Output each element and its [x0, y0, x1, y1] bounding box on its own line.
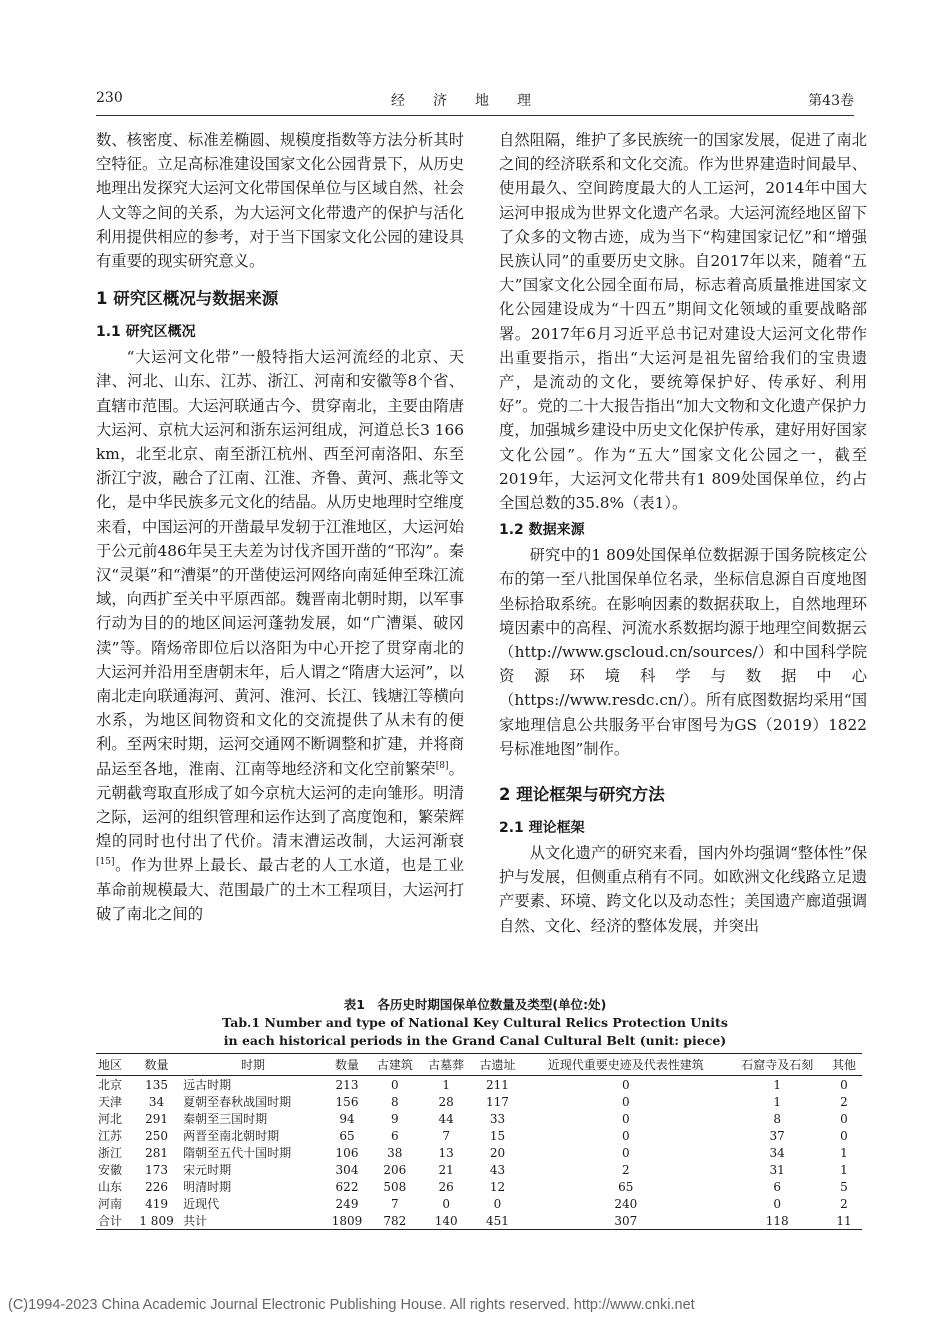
page-number: 230 [96, 90, 123, 106]
cell-period-count: 1809 [325, 1212, 369, 1230]
table-row [96, 1093, 862, 1110]
cell-count: 173 [145, 1162, 168, 1177]
cell-grottoes: 37 [769, 1128, 785, 1143]
cell-period: 近现代 [183, 1197, 220, 1211]
cell-grottoes: 34 [769, 1145, 785, 1160]
cell-other: 2 [840, 1196, 848, 1211]
cell-buildings: 6 [391, 1128, 399, 1143]
cell-grottoes: 1 [773, 1077, 782, 1092]
cell-period-count: 249 [335, 1196, 359, 1211]
cell-sites: 12 [489, 1179, 506, 1194]
header-other: 其他 [826, 1054, 862, 1076]
cell-period: 夏朝至春秋战国时期 [183, 1095, 292, 1109]
cell-other: 0 [840, 1111, 848, 1126]
cell-buildings: 508 [383, 1179, 407, 1194]
header-grottoes: 石窟寺及石刻 [728, 1054, 826, 1076]
citation-15: [15] [96, 857, 115, 868]
cell-period-count: 304 [335, 1162, 359, 1177]
cell-buildings: 782 [369, 1212, 420, 1230]
subsection-1-1-title: 1.1 研究区概况 [96, 324, 196, 341]
subsection-2-1-title: 2.1 理论框架 [499, 820, 585, 837]
cell-tombs: 140 [420, 1212, 471, 1230]
cell-grottoes: 6 [773, 1179, 782, 1194]
cell-tombs: 21 [438, 1162, 454, 1177]
section-1-title: 1 研究区概况与数据来源 [96, 289, 279, 309]
study-area-text-a: “大运河文化带”一般特指大运河流经的北京、天津、河北、山东、江苏、浙江、河南和安徽等8个省、直辖市范围。大运河联通古今、贯穿南北，主要由隋唐大运河、京杭大运河和浙东运河组成，河道总长3 166 km，北至北京、南至浙江杭州、西至河南洛阳、东至浙江宁波，融合了江南、江淮、齐鲁、黄河、燕北等文化，是中华民族多元文化的结晶。从历史地理时空维度来看，中国运河的开凿最早发轫于江淮地区，大运河始于公元前486年吴王夫差为讨伐齐国开凿的“邗沟”。秦汉“灵渠”和“漕渠”的开凿使运河网络向南延伸至珠江流域，向西扩至关中平原西部。魏晋南北朝时期，以军事行动为目的的地区间运河蓬勃发展，如“广漕渠、破冈渎”等。隋炀帝即位后以洛阳为中心开挖了贯穿南北的大运河并沿用至唐朝末年，后人谓之“隋唐大运河”，以南北走向联通海河、黄河、淮河、长江、钱塘江等横向水系，为地区间物资和文化的交流提供了从未有的便利。至两宋时期，运河交通网不断调整和扩建，并将商品运至各地，淮南、江南等地经济和文化空前繁荣 [96, 348, 464, 778]
table-caption-zh: 表1 各历史时期国保单位数量及类型(单位:处) [343, 997, 607, 1012]
header-ancient-buildings: 古建筑 [369, 1054, 420, 1076]
cell-other: 0 [840, 1077, 848, 1092]
cell-period-count: 213 [335, 1077, 359, 1092]
cell-tombs: 0 [442, 1196, 450, 1211]
cell-region: 河北 [98, 1112, 123, 1126]
relics-table [96, 1053, 862, 1230]
cell-period: 宋元时期 [183, 1163, 232, 1177]
header-modern-sites: 近现代重要史迹及代表性建筑 [523, 1054, 728, 1076]
cell-other: 11 [826, 1212, 862, 1230]
cell-sites: 43 [489, 1162, 506, 1177]
cell-period: 共计 [181, 1212, 325, 1230]
cell-sites: 0 [493, 1196, 502, 1211]
cell-grottoes: 0 [773, 1196, 782, 1211]
study-area-paragraph [96, 345, 464, 926]
header-ancient-tombs: 古墓葬 [420, 1054, 471, 1076]
cell-buildings: 38 [387, 1145, 403, 1160]
cell-period: 明清时期 [183, 1180, 232, 1194]
cell-sites: 211 [486, 1077, 509, 1092]
cell-period-count: 65 [339, 1128, 355, 1143]
table-row [96, 1178, 862, 1195]
cell-sites: 15 [489, 1128, 506, 1143]
table-row [96, 1127, 862, 1144]
cell-other: 5 [840, 1179, 848, 1194]
data-source-paragraph: 研究中的1 809处国保单位数据源于国务院核定公布的第一至八批国保单位名录，坐标信息源自百度地图坐标拾取系统。在影响因素的数据获取上，自然地理环境因素中的高程、河流水系数据均源于地理空间数据云（http://www.gscloud.cn/sources/）和中国科学院资源环境科学与数据中心（https://www.resdc.cn/）。所有底图数据均采用“国家地理信息公共服务平台审图号为GS（2019）1822号标准地图”制作。 [499, 546, 867, 758]
cell-modern: 0 [621, 1077, 630, 1092]
left-column [96, 128, 464, 926]
cell-modern: 0 [621, 1128, 630, 1143]
cell-grottoes: 31 [769, 1162, 785, 1177]
cell-sites: 117 [486, 1094, 509, 1109]
cell-other: 2 [840, 1094, 848, 1109]
table-row [96, 1161, 862, 1178]
cell-buildings: 0 [391, 1077, 399, 1092]
cell-tombs: 26 [438, 1179, 454, 1194]
table-total-row [96, 1212, 862, 1230]
table-row [96, 1144, 862, 1161]
cell-modern: 0 [621, 1145, 630, 1160]
header-region: 地区 [96, 1054, 132, 1076]
cell-period: 远古时期 [183, 1078, 232, 1092]
cell-tombs: 28 [438, 1094, 454, 1109]
cell-period-count: 156 [335, 1094, 359, 1109]
cell-other: 1 [840, 1162, 848, 1177]
cell-tombs: 7 [442, 1128, 450, 1143]
cell-count: 34 [148, 1094, 165, 1109]
cell-modern: 240 [614, 1196, 638, 1211]
cell-period: 隋朝至五代十国时期 [183, 1146, 292, 1160]
table-row [96, 1076, 862, 1094]
cell-other: 1 [840, 1145, 848, 1160]
cell-region: 江苏 [98, 1129, 123, 1143]
cell-period-count: 622 [335, 1179, 359, 1194]
citation-8: [8] [435, 760, 449, 771]
cell-region: 河南 [98, 1197, 123, 1211]
cell-count: 281 [145, 1145, 168, 1160]
header-period: 时期 [181, 1054, 325, 1076]
section-2-title: 2 理论框架与研究方法 [499, 785, 665, 805]
cell-region: 浙江 [98, 1146, 123, 1160]
cell-count: 291 [145, 1111, 168, 1126]
copyright-footer: (C)1994-2023 China Academic Journal Electronic Publishing House. All rights reserved. http://www.cnki.net [8, 1297, 695, 1313]
cell-tombs: 44 [438, 1111, 454, 1126]
cell-period-count: 106 [335, 1145, 359, 1160]
study-area-text-b: 。元朝截弯取直形成了如今京杭大运河的走向雏形。明清之际，运河的组织管理和运作达到了高度饱和，繁荣辉煌的同时也付出了代价。清末漕运改制，大运河渐衰 [96, 759, 464, 851]
table-caption-en-line1: Tab.1 Number and type of National Key Cultural Relics Protection Units [222, 1015, 728, 1030]
table-row [96, 1110, 862, 1127]
cell-grottoes: 8 [773, 1111, 782, 1126]
cell-buildings: 7 [391, 1196, 399, 1211]
cell-grottoes: 118 [728, 1212, 826, 1230]
header-ancient-sites: 古遗址 [472, 1054, 523, 1076]
cell-period: 两晋至南北朝时期 [183, 1129, 280, 1143]
cell-tombs: 13 [438, 1145, 454, 1160]
cell-count: 1 809 [132, 1212, 181, 1230]
cell-buildings: 206 [383, 1162, 407, 1177]
cell-region: 山东 [98, 1180, 123, 1194]
cell-buildings: 9 [391, 1111, 399, 1126]
intro-paragraph: 数、核密度、标准差椭圆、规模度指数等方法分析其时空特征。立足高标准建设国家文化公园背景下，从历史地理出发探究大运河文化带国保单位与区域自然、社会人文等之间的关系，为大运河文化带遗产的保护与活化利用提供相应的参考，对于当下国家文化公园的建设具有重要的现实研究意义。 [96, 131, 464, 271]
running-header [96, 90, 854, 112]
cell-sites: 33 [489, 1111, 506, 1126]
cell-sites: 20 [489, 1145, 506, 1160]
cell-other: 0 [840, 1128, 848, 1143]
cell-modern: 65 [618, 1179, 634, 1194]
cell-region: 北京 [98, 1078, 123, 1092]
cell-sites: 451 [472, 1212, 523, 1230]
cell-region: 安徽 [98, 1163, 123, 1177]
cell-buildings: 8 [391, 1094, 399, 1109]
header-count: 数量 [132, 1054, 181, 1076]
cell-period-count: 94 [339, 1111, 355, 1126]
cell-period: 秦朝至三国时期 [183, 1112, 268, 1126]
cell-modern: 2 [621, 1162, 630, 1177]
study-area-text-c: 。作为世界上最长、最古老的人工水道，也是工业革命前规模最大、范围最广的土木工程项目，大运河打破了南北之间的 [96, 856, 464, 923]
journal-title: 经济地理 [391, 93, 559, 109]
cell-count: 135 [145, 1077, 168, 1092]
cell-grottoes: 1 [773, 1094, 782, 1109]
table-row [96, 1195, 862, 1212]
right-column [499, 128, 867, 938]
cell-count: 250 [145, 1128, 168, 1143]
table-caption-en-line2: in each historical periods in the Grand Canal Cultural Belt (unit: piece) [223, 1033, 727, 1048]
header-rule [96, 115, 854, 116]
cell-modern: 307 [523, 1212, 728, 1230]
cell-region: 合计 [96, 1212, 132, 1230]
cell-modern: 0 [621, 1094, 630, 1109]
header-period-count: 数量 [325, 1054, 369, 1076]
volume-label: 第43卷 [808, 93, 854, 109]
cell-tombs: 1 [442, 1077, 450, 1092]
cell-count: 419 [145, 1196, 168, 1211]
cell-modern: 0 [621, 1111, 630, 1126]
continuation-paragraph: 自然阻隔，维护了多民族统一的国家发展，促进了南北之间的经济联系和文化交流。作为世界建造时间最早、使用最久、空间跨度最大的人工运河，2014年中国大运河申报成为世界文化遗产名录。大运河流经地区留下了众多的文物古迹，成为当下“构建国家记忆”和“增强民族认同”的重要历史文脉。自2017年以来，随着“五大”国家文化公园全面布局，标志着高质量推进国家文化公园建设成为“十四五”期间文化领域的重要战略部署。2017年6月习近平总书记对建设大运河文化带作出重要指示，指出“大运河是祖先留给我们的宝贵遗产，是流动的文化，要统筹保护好、传承好、利用好”。党的二十大报告指出“加大文物和文化遗产保护力度，加强城乡建设中历史文化保护传承，建好用好国家文化公园”。作为“五大”国家文化公园之一，截至2019年，大运河文化带共有1 809处国保单位，约占全国总数的35.8%（表1）。 [499, 131, 867, 513]
cell-count: 226 [145, 1179, 168, 1194]
cell-region: 天津 [98, 1095, 123, 1109]
theory-paragraph: 从文化遗产的研究来看，国内外均强调“整体性”保护与发展，但侧重点稍有不同。如欧洲文化线路立足遗产要素、环境、跨文化以及动态性；美国遗产廊道强调自然、文化、经济的整体发展，并突出 [499, 844, 867, 935]
table-header-row [96, 1054, 862, 1076]
subsection-1-2-title: 1.2 数据来源 [499, 522, 585, 539]
